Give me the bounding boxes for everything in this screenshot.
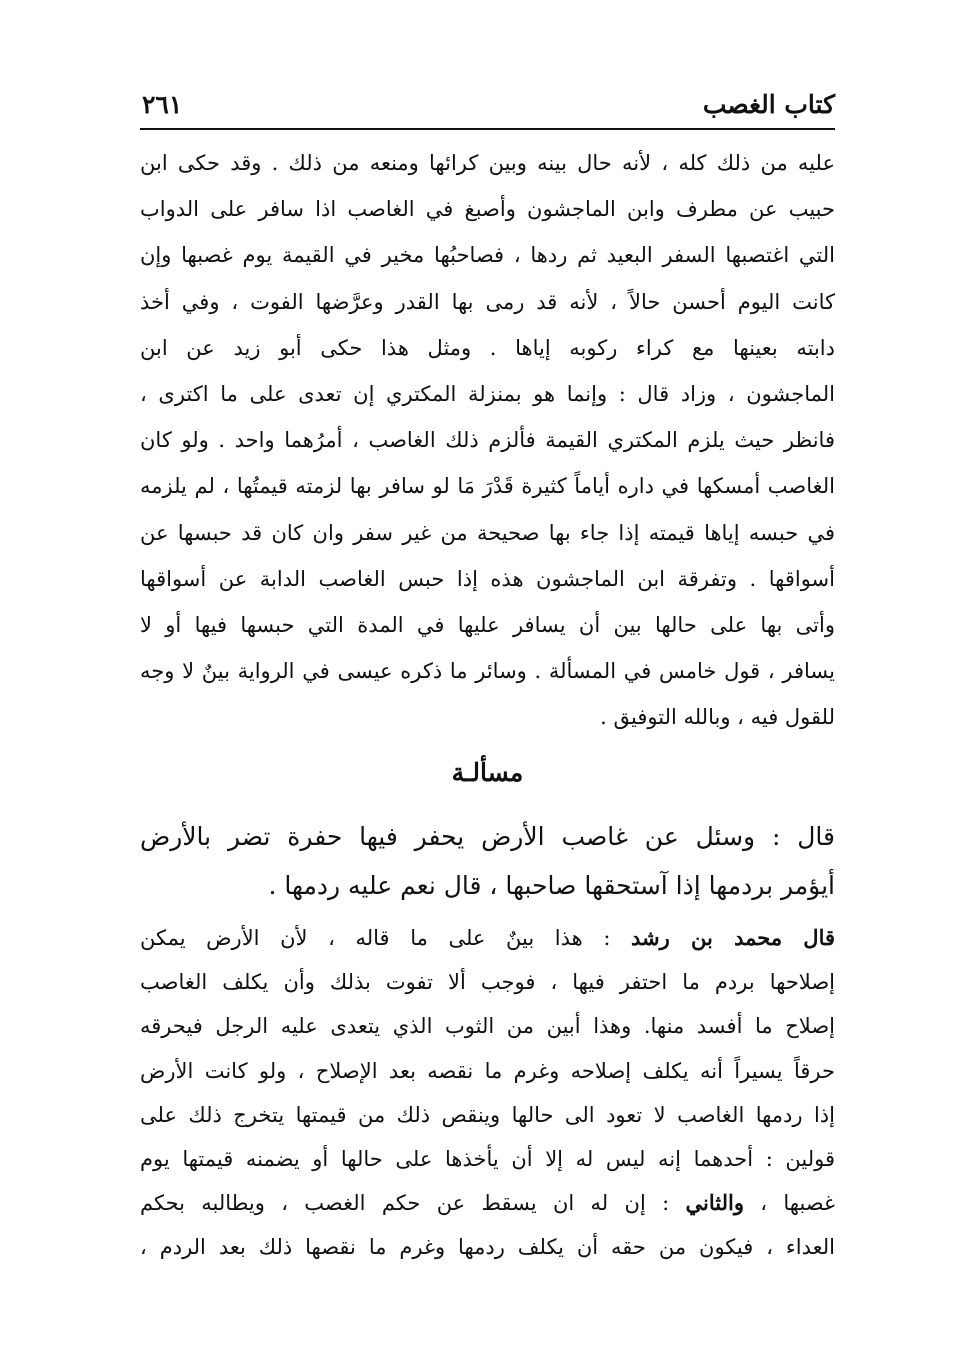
line-start: غصبها ،: [743, 1191, 835, 1216]
line-rest: : إن له ان يسقط عن حكم الغصب ، ويطالبه بحكم: [140, 1191, 686, 1216]
text-line: الماجشون ، وزاد قال : وإنما هو بمنزلة المكتري إن تعدى على ما اكترى ،: [140, 381, 835, 406]
text-line: فانظر حيث يلزم المكتري القيمة فألزم ذلك الغاصب ، أمرُهما واحد . ولو كان: [140, 428, 835, 453]
text-line: حبيب عن مطرف وابن الماجشون وأصبغ في الغاصب اذا سافر على الدواب: [140, 197, 835, 222]
text-line: أيؤمر بردمها إذا آستحقها صاحبها ، قال نعم عليه ردمها .: [268, 871, 835, 900]
commentary-text: [140, 916, 835, 1270]
text-line: حرقاً يسيراً أنه يكلف إصلاحه وغرم ما نقصه بعد الإصلاح ، ولو كانت الأرض: [140, 1058, 835, 1083]
text-line: إصلاح ما أفسد منها. وهذا أبين من الثوب الذي يتعدى عليه الرجل فيحرقه: [140, 1014, 835, 1039]
text-line: الغاصب أمسكها في داره أياماً كثيرة قَدْرَ مَا لو سافر بها لزمته قيمتُها ، لم يلزمه: [140, 474, 835, 499]
text-line: التي اغتصبها السفر البعيد ثم ردها ، فصاحبُها مخير في القيمة يوم غصبها وإن: [140, 243, 835, 268]
header-rule: [140, 128, 835, 130]
text-line: كانت اليوم أحسن حالاً ، لأنه قد رمى بها القدر وعرَّضها الفوت ، وفي أخذ: [140, 289, 835, 314]
text-line: إصلاحها بردم ما احتفر فيها ، فوجب ألا تفوت بذلك وأن يكلف الغاصب: [140, 970, 835, 995]
text-line: إذا ردمها الغاصب لا تعود الى حالها وينقص ذلك من قيمتها يتخرج ذلك على: [140, 1102, 835, 1127]
page-number: ٢٦١: [142, 90, 183, 119]
text-line: في حبسه إياها قيمته إذا جاء بها صحيحة من غير سفر وان كان قد حبسها عن: [140, 520, 835, 545]
text-line: قولين : أحدهما إنه ليس له إلا أن يأخذها على حالها أو يضمنه قيمتها يوم: [140, 1146, 835, 1171]
line-rest: : هذا بينٌ على ما قاله ، لأن الأرض يمكن: [140, 926, 632, 950]
text-line: عليه من ذلك كله ، لأنه حال بينه وبين كرائها ومنعه من ذلك . وقد حكى ابن: [140, 151, 835, 175]
running-title: كتاب الغصب: [702, 90, 835, 119]
text-line: أسواقها . وتفرقة ابن الماجشون هذه إذا حبس الغاصب الدابة عن أسواقها: [140, 566, 835, 591]
text-line: [140, 1181, 835, 1225]
page-header: [140, 84, 835, 130]
second-opinion-label: والثاني: [685, 1190, 744, 1216]
text-line: [140, 916, 835, 960]
author-label: قال محمد بن رشد: [631, 925, 835, 950]
text-line: قال : وسئل عن غاصب الأرض يحفر فيها حفرة تضر بالأرض: [140, 822, 835, 851]
text-line: العداء ، فيكون من حقه أن يكلف ردمها وغرم ما نقصها ذلك بعد الردم ،: [140, 1235, 835, 1260]
passage-text: [140, 140, 835, 740]
text-line: يسافر ، قول خامس في المسألة . وسائر ما ذكره عيسى في الرواية بينٌ لا وجه: [140, 659, 835, 684]
text-line: وأتى بها على حالها بين أن يسافر عليها في المدة التي حبسها فيها أو لا: [140, 612, 835, 637]
text-line: للقول فيه ، وبالله التوفيق .: [600, 705, 835, 730]
section-heading: مسألـة: [451, 758, 524, 787]
text-line: دابته بعينها مع كراء ركوبه إياها . ومثل هذا حكى أبو زيد عن ابن: [140, 335, 835, 360]
question-text: [140, 812, 835, 910]
